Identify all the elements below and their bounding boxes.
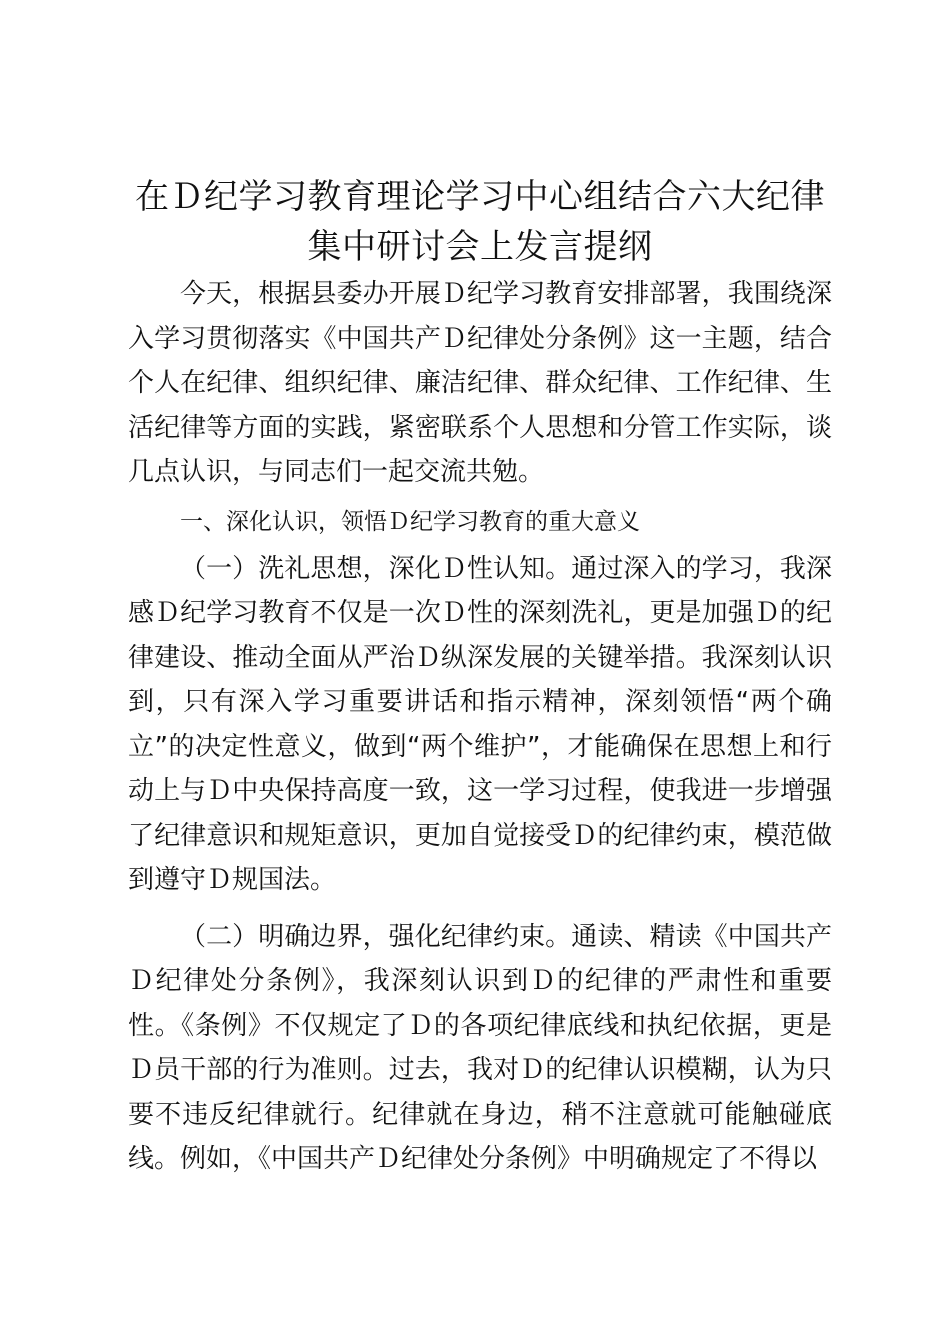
document-body bbox=[128, 172, 832, 1182]
intro-paragraph: 今天，根据县委办开展Ｄ纪学习教育安排部署，我围绕深入学习贯彻落实《中国共产Ｄ纪律处分条例》这一主题，结合个人在纪律、组织纪律、廉洁纪律、群众纪律、工作纪律、生活纪律等方面的实践，紧密联系个人思想和分管工作实际，谈几点认识，与同志们一起交流共勉。 bbox=[128, 279, 832, 487]
document-title: 在Ｄ纪学习教育理论学习中心组结合六大纪律集中研讨会上发言提纲 bbox=[135, 177, 825, 267]
subsection-two-paragraph: （二）明确边界，强化纪律约束。通读、精读《中国共产Ｄ纪律处分条例》，我深刻认识到Ｄ的纪律的严肃性和重要性。《条例》不仅规定了Ｄ的各项纪律底线和执纪依据，更是Ｄ员干部的行为准则。过去，我对Ｄ的纪律认识模糊，认为只要不违反纪律就行。纪律就在身边，稍不注意就可能触碰底线。例如，《中国共产Ｄ纪律处分条例》中明确规定了不得以 bbox=[128, 921, 832, 1174]
section-heading: 一、深化认识，领悟Ｄ纪学习教育的重大意义 bbox=[180, 508, 640, 535]
subsection-one-paragraph: （一）洗礼思想，深化Ｄ性认知。通过深入的学习，我深感Ｄ纪学习教育不仅是一次Ｄ性的深刻洗礼，更是加强Ｄ的纪律建设、推动全面从严治Ｄ纵深发展的关键举措。我深刻认识到，只有深入学习重要讲话和指示精神，深刻领悟“两个确立”的决定性意义，做到“两个维护”，才能确保在思想上和行动上与Ｄ中央保持高度一致，这一学习过程，使我进一步增强了纪律意识和规矩意识，更加自觉接受Ｄ的纪律约束，模范做到遵守Ｄ规国法。 bbox=[128, 553, 832, 895]
